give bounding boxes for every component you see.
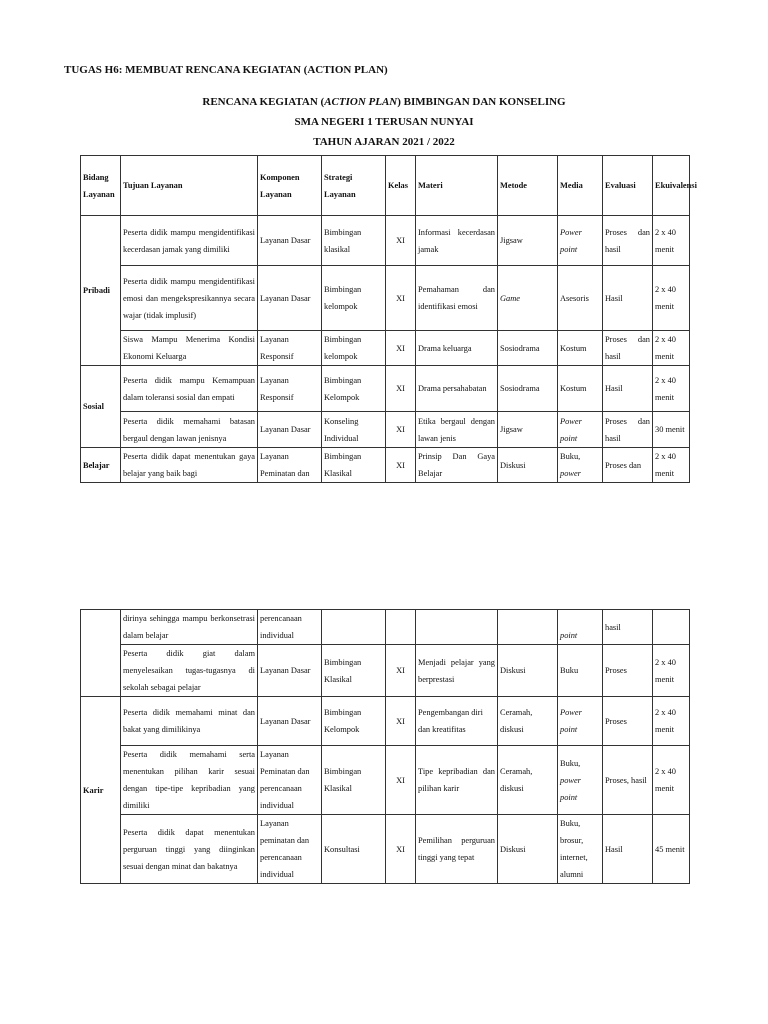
action-plan-table-part-1 — [80, 155, 697, 483]
cell-tujuan: Siswa Mampu Menerima Kondisi Ekonomi Keluarga — [121, 331, 258, 366]
cell-tujuan: Peserta didik giat dalam menyelesaikan tugas-tugasnya di sekolah sebagai pelajar — [121, 645, 258, 697]
cell-kelas: XI — [386, 412, 416, 448]
media-text: Buku, — [560, 758, 581, 768]
cell-materi — [416, 610, 498, 645]
cell-komponen: Layanan Responsif — [258, 331, 322, 366]
cell-ekuivalensi — [653, 610, 690, 645]
cell-evaluasi: Proses dan — [603, 448, 653, 483]
header-bidang: Bidang Layanan — [81, 156, 121, 216]
cell-komponen: perencanaan individual — [258, 610, 322, 645]
heading-line-1-end: ) BIMBINGAN DAN KONSELING — [397, 96, 566, 108]
cell-evaluasi: Hasil — [603, 815, 653, 884]
table-row — [81, 645, 690, 697]
cell-evaluasi: Hasil — [603, 266, 653, 331]
cell-komponen: Layanan Dasar — [258, 697, 322, 746]
cell-media: point — [558, 610, 603, 645]
cell-strategi: Bimbingan kelompok — [322, 266, 386, 331]
table-row — [81, 815, 690, 884]
header-ekuivalensi: Ekuivalensi — [653, 156, 690, 216]
cell-komponen: Layanan Peminatan dan — [258, 448, 322, 483]
cell-metode: Diskusi — [498, 815, 558, 884]
cell-metode: Jigsaw — [498, 412, 558, 448]
cell-media: Power point — [558, 697, 603, 746]
header-kelas: Kelas — [386, 156, 416, 216]
cell-kelas: XI — [386, 746, 416, 815]
cell-media — [558, 746, 603, 815]
bidang-karir: Karir — [81, 697, 121, 884]
cell-metode: Ceramah, diskusi — [498, 746, 558, 815]
cell-materi: Drama persahabatan — [416, 366, 498, 412]
cell-metode: Game — [498, 266, 558, 331]
table-row — [81, 266, 690, 331]
header-materi: Materi — [416, 156, 498, 216]
bidang-pribadi: Pribadi — [81, 216, 121, 366]
table-row — [81, 746, 690, 815]
cell-kelas: XI — [386, 331, 416, 366]
cell-media: Power point — [558, 412, 603, 448]
cell-evaluasi: Proses, hasil — [603, 746, 653, 815]
bidang-belajar-continued — [81, 610, 121, 697]
heading-line-1-start: RENCANA KEGIATAN ( — [202, 96, 325, 108]
heading-school: SMA NEGERI 1 TERUSAN NUNYAI — [294, 116, 474, 128]
table-row — [81, 366, 690, 412]
cell-metode: Diskusi — [498, 645, 558, 697]
cell-komponen: Layanan peminatan dan perencanaan individual — [258, 815, 322, 884]
cell-kelas — [386, 610, 416, 645]
cell-materi: Informasi kecerdasan jamak — [416, 216, 498, 266]
cell-materi: Pemilihan perguruan tinggi yang tepat — [416, 815, 498, 884]
header-media: Media — [558, 156, 603, 216]
table-row — [81, 412, 690, 448]
cell-strategi: Bimbingan Klasikal — [322, 746, 386, 815]
cell-metode: Jigsaw — [498, 216, 558, 266]
media-text: Buku, — [560, 452, 581, 461]
header-evaluasi: Evaluasi — [603, 156, 653, 216]
media-text-italic: power point — [560, 775, 581, 802]
cell-strategi: Bimbingan Kelompok — [322, 366, 386, 412]
cell-strategi: Bimbingan Kelompok — [322, 697, 386, 746]
cell-metode: Ceramah, diskusi — [498, 697, 558, 746]
cell-kelas: XI — [386, 266, 416, 331]
cell-media: Kostum — [558, 366, 603, 412]
table-row — [81, 331, 690, 366]
cell-strategi: Bimbingan klasikal — [322, 216, 386, 266]
table-row — [81, 216, 690, 266]
cell-kelas: XI — [386, 216, 416, 266]
cell-materi: Etika bergaul dengan lawan jenis — [416, 412, 498, 448]
cell-ekuivalensi: 2 x 40 menit — [653, 746, 690, 815]
cell-ekuivalensi: 2 x 40 menit — [653, 331, 690, 366]
table-row — [81, 448, 690, 483]
cell-tujuan: Peserta didik dapat menentukan gaya belajar yang baik bagi — [121, 448, 258, 483]
cell-evaluasi: Proses dan hasil — [603, 331, 653, 366]
cell-metode: Diskusi — [498, 448, 558, 483]
cell-strategi: Konsultasi — [322, 815, 386, 884]
cell-kelas: XI — [386, 448, 416, 483]
document-heading — [0, 92, 768, 152]
bidang-belajar: Belajar — [81, 448, 121, 483]
cell-evaluasi: Proses — [603, 697, 653, 746]
cell-tujuan: Peserta didik mampu Kemampuan dalam toleransi sosial dan empati — [121, 366, 258, 412]
heading-year: TAHUN AJARAN 2021 / 2022 — [313, 136, 455, 148]
cell-ekuivalensi: 2 x 40 menit — [653, 366, 690, 412]
cell-evaluasi: Hasil — [603, 366, 653, 412]
cell-materi: Pemahaman dan identifikasi emosi — [416, 266, 498, 331]
cell-ekuivalensi: 2 x 40 menit — [653, 697, 690, 746]
cell-evaluasi: Proses dan hasil — [603, 412, 653, 448]
cell-komponen: Layanan Dasar — [258, 645, 322, 697]
cell-media: Buku — [558, 645, 603, 697]
cell-media — [558, 448, 603, 483]
cell-media: Asesoris — [558, 266, 603, 331]
cell-kelas: XI — [386, 815, 416, 884]
heading-line-1-italic: ACTION PLAN — [324, 96, 398, 108]
task-title: TUGAS H6: MEMBUAT RENCANA KEGIATAN (ACTION PLAN) — [64, 64, 388, 76]
header-metode: Metode — [498, 156, 558, 216]
cell-kelas: XI — [386, 366, 416, 412]
table-header-row — [81, 156, 690, 216]
cell-komponen: Layanan Dasar — [258, 412, 322, 448]
cell-media: Kostum — [558, 331, 603, 366]
cell-ekuivalensi: 2 x 40 menit — [653, 448, 690, 483]
heading-line-1 — [0, 92, 768, 112]
cell-komponen: Layanan Peminatan dan perencanaan individual — [258, 746, 322, 815]
cell-ekuivalensi: 2 x 40 menit — [653, 645, 690, 697]
cell-evaluasi: Proses dan hasil — [603, 216, 653, 266]
cell-metode: Sosiodrama — [498, 331, 558, 366]
cell-materi: Pengembangan diri dan kreatifitas — [416, 697, 498, 746]
cell-strategi: Bimbingan kelompok — [322, 331, 386, 366]
cell-tujuan: dirinya sehingga mampu berkonsetrasi dalam belajar — [121, 610, 258, 645]
cell-metode: Sosiodrama — [498, 366, 558, 412]
cell-metode — [498, 610, 558, 645]
cell-media: Power point — [558, 216, 603, 266]
cell-tujuan: Peserta didik memahami batasan bergaul dengan lawan jenisnya — [121, 412, 258, 448]
header-strategi: Strategi Layanan — [322, 156, 386, 216]
cell-strategi: Konseling Individual — [322, 412, 386, 448]
cell-tujuan: Peserta didik mampu mengidentifikasi kecerdasan jamak yang dimiliki — [121, 216, 258, 266]
cell-komponen: Layanan Dasar — [258, 266, 322, 331]
cell-kelas: XI — [386, 645, 416, 697]
cell-tujuan: Peserta didik dapat menentukan perguruan tinggi yang diinginkan sesuai dengan minat dan bakatnya — [121, 815, 258, 884]
cell-tujuan: Peserta didik mampu mengidentifikasi emosi dan mengekspresikannya secara wajar (tidak implusif) — [121, 266, 258, 331]
bidang-sosial: Sosial — [81, 366, 121, 448]
cell-media: Buku, brosur, internet, alumni — [558, 815, 603, 884]
cell-strategi — [322, 610, 386, 645]
cell-strategi: Bimbingan Klasikal — [322, 448, 386, 483]
cell-kelas: XI — [386, 697, 416, 746]
cell-strategi: Bimbingan Klasikal — [322, 645, 386, 697]
cell-tujuan: Peserta didik memahami minat dan bakat yang dimilikinya — [121, 697, 258, 746]
cell-ekuivalensi: 2 x 40 menit — [653, 216, 690, 266]
header-tujuan: Tujuan Layanan — [121, 156, 258, 216]
table-row — [81, 697, 690, 746]
cell-materi: Drama keluarga — [416, 331, 498, 366]
table-row — [81, 610, 690, 645]
action-plan-table-part-2 — [80, 609, 690, 884]
cell-ekuivalensi: 45 menit — [653, 815, 690, 884]
cell-evaluasi: hasil — [603, 610, 653, 645]
media-text-italic: power — [560, 469, 581, 478]
cell-materi: Menjadi pelajar yang berprestasi — [416, 645, 498, 697]
cell-komponen: Layanan Responsif — [258, 366, 322, 412]
cell-materi: Tipe kepribadian dan pilihan karir — [416, 746, 498, 815]
cell-ekuivalensi: 30 menit — [653, 412, 690, 448]
cell-komponen: Layanan Dasar — [258, 216, 322, 266]
cell-ekuivalensi: 2 x 40 menit — [653, 266, 690, 331]
cell-materi: Prinsip Dan Gaya Belajar — [416, 448, 498, 483]
cell-evaluasi: Proses — [603, 645, 653, 697]
cell-tujuan: Peserta didik memahami serta menentukan pilihan karir sesuai dengan tipe-tipe kepribadian yang dimiliki — [121, 746, 258, 815]
header-komponen: Komponen Layanan — [258, 156, 322, 216]
